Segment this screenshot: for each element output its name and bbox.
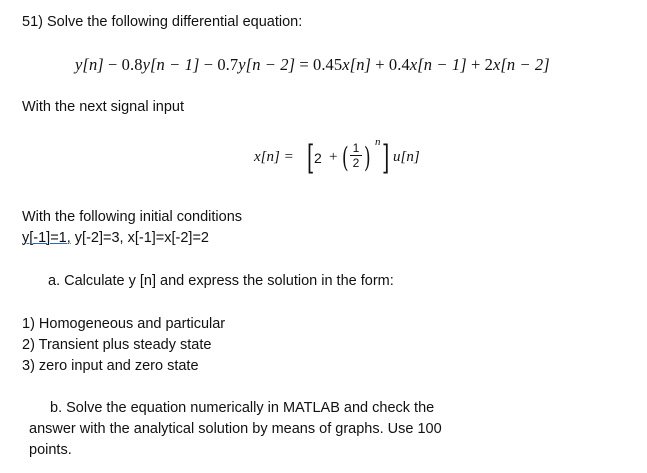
part-b-line-2: answer with the analytical solution by means of graphs. Use 100 xyxy=(29,421,442,437)
signal-lhs: x[n] = xyxy=(254,149,294,165)
initial-conditions-intro: With the following initial conditions xyxy=(22,209,243,225)
paren-open: ( xyxy=(342,141,349,174)
eq-op-2: − 0.7 xyxy=(199,55,239,74)
eq-term-y-n-2: y[n − 2] xyxy=(238,55,296,74)
fraction-numerator: 1 xyxy=(352,141,360,155)
eq-equals: = 0.45 xyxy=(295,55,343,74)
form-item-1: 1) Homogeneous and particular xyxy=(22,316,226,332)
bracket-close: ] xyxy=(382,138,390,178)
part-b-line-3: points. xyxy=(29,442,72,458)
eq-op-1: − 0.8 xyxy=(103,55,143,74)
signal-intro: With the next signal input xyxy=(22,99,185,115)
signal-plus: + xyxy=(329,149,338,165)
form-item-3: 3) zero input and zero state xyxy=(22,358,199,374)
fraction-half xyxy=(350,142,362,169)
difference-equation xyxy=(75,55,550,75)
initial-y-minus-1: y[-1]=1, xyxy=(22,230,71,246)
part-a: a. Calculate y [n] and express the solution in the form: xyxy=(48,273,394,289)
paren-close: ) xyxy=(364,141,371,174)
eq-term-y-n-1: y[n − 1] xyxy=(142,55,200,74)
form-item-2: 2) Transient plus steady state xyxy=(22,337,212,353)
unit-step: u[n] xyxy=(393,149,420,165)
bracket-open: [ xyxy=(307,138,315,178)
part-b-line-1: b. Solve the equation numerically in MATLAB and check the xyxy=(50,400,435,416)
problem-title: 51) Solve the following differential equation: xyxy=(22,14,303,30)
exponent-n: n xyxy=(375,136,381,148)
eq-term-x-n-1: x[n − 1] xyxy=(409,55,467,74)
eq-term-x-n-2: x[n − 2] xyxy=(492,55,550,74)
eq-op-4: + 2 xyxy=(466,55,493,74)
signal-const: 2 xyxy=(314,150,322,166)
eq-term-x-n: x[n] xyxy=(342,55,372,74)
initial-rest: y[-2]=3, x[-1]=x[-2]=2 xyxy=(70,230,209,246)
fraction-denominator: 2 xyxy=(352,156,360,170)
eq-op-3: + 0.4 xyxy=(371,55,410,74)
signal-formula xyxy=(254,138,474,178)
eq-term-y-n: y[n] xyxy=(75,55,104,74)
initial-conditions xyxy=(22,229,209,247)
